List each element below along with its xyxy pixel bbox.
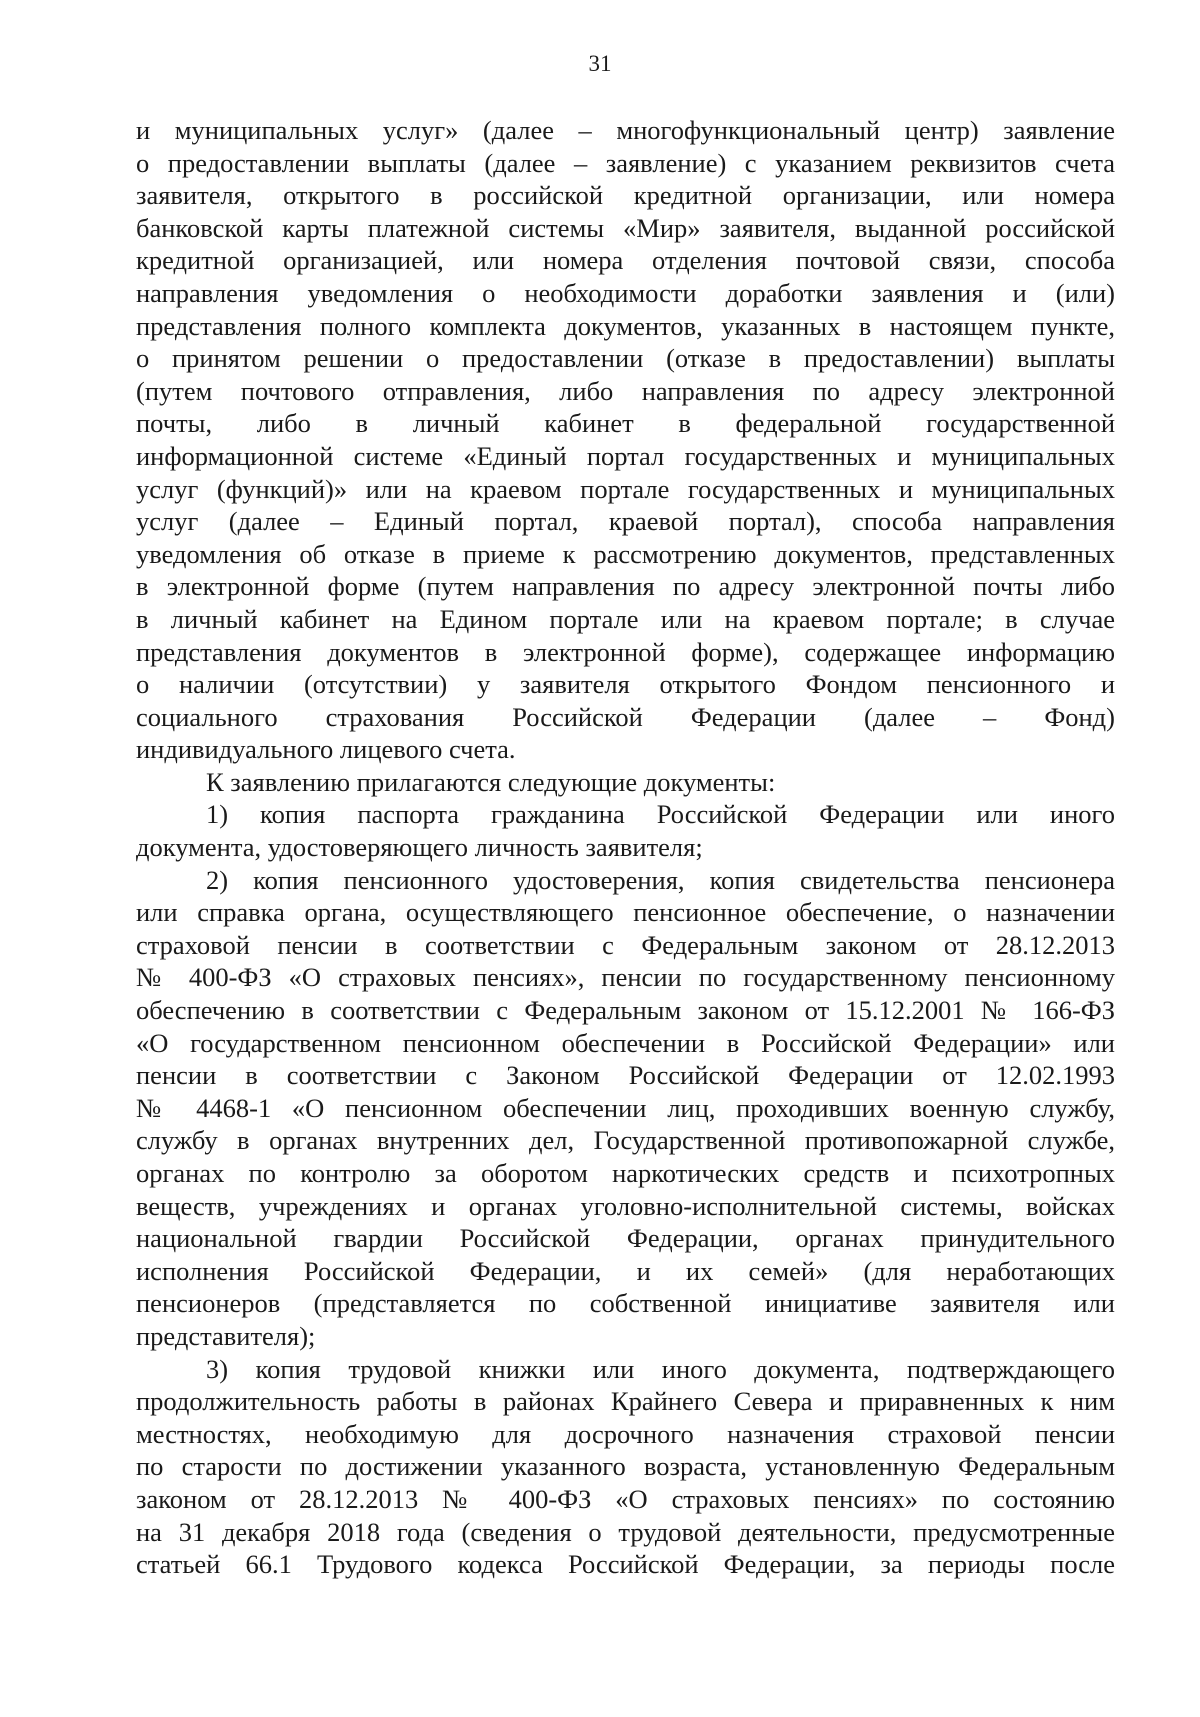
text-line: «О государственном пенсионном обеспечении в Российской Федерации» или bbox=[136, 1027, 1115, 1058]
text-line: о предоставлении выплаты (далее – заявление) с указанием реквизитов счета bbox=[136, 147, 1115, 178]
text-line: веществ, учреждениях и органах уголовно-исполнительной системы, войсках bbox=[136, 1190, 1115, 1221]
paragraph-documents-intro bbox=[136, 766, 1115, 799]
text-line: органах по контролю за оборотом наркотических средств и психотропных bbox=[136, 1158, 1115, 1188]
text-line: почты, либо в личный кабинет в федеральной государственной bbox=[136, 408, 1115, 439]
text-line: заявителя, открытого в российской кредитной организации, или номера bbox=[136, 180, 1115, 211]
text-line: документа, удостоверяющего личность заявителя; bbox=[136, 832, 703, 863]
text-line: кредитной организацией, или номера отделения почтовой связи, способа bbox=[136, 245, 1115, 276]
text-line: информационной системе «Единый портал государственных и муниципальных bbox=[136, 440, 1115, 471]
text-line: и муниципальных услуг» (далее – многофункциональный центр) заявление bbox=[136, 115, 1115, 145]
text-line: услуг (далее – Единый портал, краевой портал), способа направления bbox=[136, 506, 1115, 537]
paragraph-item-2 bbox=[136, 864, 1115, 1353]
text-line: службу в органах внутренних дел, Государственной противопожарной службе, bbox=[136, 1125, 1115, 1156]
text-line: уведомления об отказе в приеме к рассмотрению документов, представленных bbox=[136, 538, 1115, 569]
text-line: представителя); bbox=[136, 1320, 316, 1351]
text-line: по старости по достижении указанного возраста, установленную Федеральным bbox=[136, 1451, 1115, 1482]
text-line: 2) копия пенсионного удостоверения, копия свидетельства пенсионера bbox=[206, 864, 1115, 895]
text-line: пенсионеров (представляется по собственной инициативе заявителя или bbox=[136, 1288, 1115, 1319]
text-line: на 31 декабря 2018 года (сведения о трудовой деятельности, предусмотренные bbox=[136, 1516, 1115, 1547]
paragraph-continuation bbox=[136, 114, 1115, 766]
text-line: представления документов в электронной форме), содержащее информацию bbox=[136, 636, 1115, 667]
text-line: обеспечению в соответствии с Федеральным законом от 15.12.2001 № 166-ФЗ bbox=[136, 995, 1115, 1026]
text-line: законом от 28.12.2013 № 400-ФЗ «О страховых пенсиях» по состоянию bbox=[136, 1483, 1115, 1514]
page-number: 31 bbox=[588, 51, 612, 76]
text-line: К заявлению прилагаются следующие документы: bbox=[206, 766, 776, 797]
text-line: услуг (функций)» или на краевом портале государственных и муниципальных bbox=[136, 473, 1115, 504]
document-body bbox=[136, 114, 1115, 1581]
text-line: в электронной форме (путем направления по адресу электронной почты либо bbox=[136, 571, 1115, 602]
text-line: местностях, необходимую для досрочного назначения страховой пенсии bbox=[136, 1418, 1115, 1449]
text-line: индивидуального лицевого счета. bbox=[136, 734, 516, 765]
text-line: страховой пенсии в соответствии с Федеральным законом от 28.12.2013 bbox=[136, 929, 1115, 960]
text-line: национальной гвардии Российской Федерации, органах принудительного bbox=[136, 1223, 1115, 1254]
text-line: социального страхования Российской Федерации (далее – Фонд) bbox=[136, 701, 1115, 732]
text-line: продолжительность работы в районах Крайнего Севера и приравненных к ним bbox=[136, 1386, 1115, 1417]
text-line: 3) копия трудовой книжки или иного документа, подтверждающего bbox=[206, 1353, 1115, 1384]
text-line: № 400-ФЗ «О страховых пенсиях», пенсии по государственному пенсионному bbox=[136, 962, 1115, 993]
text-line: о наличии (отсутствии) у заявителя открытого Фондом пенсионного и bbox=[136, 669, 1115, 700]
text-line: пенсии в соответствии с Законом Российской Федерации от 12.02.1993 bbox=[136, 1060, 1115, 1091]
text-line: 1) копия паспорта гражданина Российской Федерации или иного bbox=[206, 799, 1115, 830]
text-line: о принятом решении о предоставлении (отказе в предоставлении) выплаты bbox=[136, 343, 1115, 374]
text-line: (путем почтового отправления, либо направления по адресу электронной bbox=[136, 375, 1115, 406]
text-line: направления уведомления о необходимости доработки заявления и (или) bbox=[136, 277, 1115, 308]
paragraph-item-1 bbox=[136, 798, 1115, 863]
paragraph-item-3 bbox=[136, 1353, 1115, 1581]
text-line: или справка органа, осуществляющего пенсионное обеспечение, о назначении bbox=[136, 897, 1115, 928]
text-line: статьей 66.1 Трудового кодекса Российской Федерации, за периоды после bbox=[136, 1549, 1115, 1580]
text-line: № 4468-1 «О пенсионном обеспечении лиц, проходивших военную службу, bbox=[136, 1092, 1115, 1123]
text-line: представления полного комплекта документов, указанных в настоящем пункте, bbox=[136, 310, 1115, 341]
text-line: банковской карты платежной системы «Мир» заявителя, выданной российской bbox=[136, 212, 1115, 243]
text-line: исполнения Российской Федерации, и их семей» (для неработающих bbox=[136, 1255, 1115, 1286]
text-line: в личный кабинет на Едином портале или на краевом портале; в случае bbox=[136, 603, 1115, 634]
